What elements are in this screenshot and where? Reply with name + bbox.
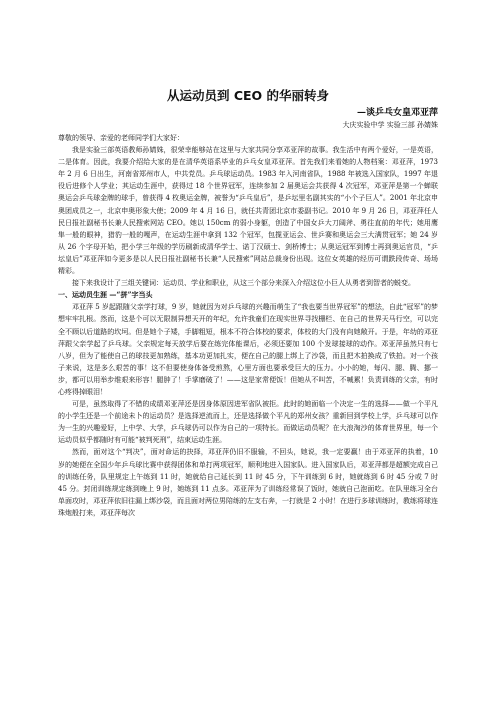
document-body: [58, 132, 438, 519]
body-paragraph: 接下来我设计了三组关键词：运动员、学业和职业，从这三个部分来深入介绍这位小巨人从勇者到智者的蜕变。: [72, 279, 415, 288]
section-heading: 一、运动员生涯 —“拼”字当头: [58, 290, 153, 300]
author-line: 大庆实验中学 实验三部 孙婧姝: [342, 121, 438, 129]
body-paragraph: 尊敬的领导、亲爱的老师同学们大家好：: [58, 134, 184, 142]
body-paragraph: 可是，虽然取得了不错的成绩邓亚萍还是因身体原因进军省队被拒。此时的她面临一个决定一生的选择——做一个平凡的小学生还是一个前途未卜的运动员？是选择逆流而上，还是选择做个平凡的郑州女孩？重新回到学校上学，乒乓球可以作为一生的兴趣爱好，上中学、大学，乒乓球仍可以作为自己的一项特长。而做运动员呢？在大浪淘沙的体育世界里，每一个运动员似乎都随时有可能“被判死刑”，结束运动生涯。: [58, 400, 438, 445]
document-subtitle: —谈乒乓女皇邓亚萍: [356, 108, 438, 118]
body-paragraph: 邓亚萍 5 岁起跟随父亲学打球，9 岁，她就因为对乒乓球的兴趣而萌生了“我也要当世界冠军”的想法，自此“冠军”的梦想牢牢扎根。然而，这是个可以无限制异想天开的年纪，允许我童们在现实世界寻找栅栏、在自己的世界天马行空，可以完全不顾以后道路的坎坷。但是她个子矮，手脚粗短，根本不符合体校的要求，体校的大门没有向她敞开。于是，年幼的邓亚萍跟父亲学起了乒乓球。父亲规定每天放学后要在练完体能课后，必须还要加 100 个发球接球的动作。邓亚萍虽然只有七八岁，但为了能使自己的球技更加熟练，基本功更加扎实，便在自己的腿上绑上了沙袋，而且把木拍换成了铁拍。对一个孩子来说，这是多么艰苦的事！这不但要使身体备受煎熬，心里方面也要承受巨大的压力。小小的她，每闪、腿、腾、挪一步，都可以用举步维艰来形容！腿肿了！手掌磨破了！——这是家常便饭！但她从不叫苦，不喊累！负责训练的父亲，有时心疼得掉眼泪！: [58, 303, 438, 396]
document-title: 从运动员到 CEO 的华丽转身: [166, 88, 330, 103]
body-paragraph: 我是实验三部英语教师孙婧姝，很荣幸能够站在这里与大家共同分享邓亚萍的故事。我生活中有两个爱好，一是英语，二是体育。因此，我要介绍给大家的是在清华英语系毕业的乒乓女皇邓亚萍。首先我们来看她的人物档案：邓亚萍，1973 年 2 月 6 日出生，河南省郑州市人，中共党员。乒乓球运动员。1983 年入河南省队，1988 年被选入国家队，1997 年退役后进修个人学业；其运动生涯中，获得过 18 个世界冠军，连续参加 2 届奥运会共获得 4 次冠军，邓亚萍是第一个蝉联奥运会乒乓球金牌的球手，曾获得 4 枚奥运金牌，被誉为“乒乓皇后”，是乒坛里名副其实的“小个子巨人”。2001 年北京申奥团成员之一，北京申奥形象大使；2009 年 4 月 16 日，就任共青团北京市委副书记。2010 年 9 月 26 日，邓亚萍任人民日报社副秘书长兼人民搜索网站 CEO。她以 150cm 的弱小身躯，创造了中国女乒大刀阔斧、勇往直前的年代；她用鹰隼一般的眼神，猎豹一般的嘎声，在运动生涯中拿到 132 个冠军，包揽亚运会、世乒赛和奥运会三大满贯冠军；她 24 岁从 26 个字母开始，把小学三年级的学历刷新成清华学士、诺丁汉硕士、剑桥博士；从奥运冠军到博士再到奥运官员，“乒坛皇后”邓亚萍如今更多是以人民日报社副秘书长兼“人民搜索”网站总裁身份出现。这位女英雄的经历可谓跌段传奇、场场精彩。: [58, 146, 438, 276]
body-paragraph: 然而，面对这个“判决”，面对命运的抉择，邓亚萍仍旧不服输，不回头，她说，我一定要赢！由于邓亚萍的执着，10 岁的她便在全国少年乒乓球比赛中获得团体和单打两项冠军，顺利地进入国家队。进入国家队后，邓亚萍都是超额完成自己的训练任务，队里规定上午练到 11 时，她就给自己延长到 11 时 45 分，下午训练到 6 时，她就练到 6 时 45 分或 7 时 45 分。封闭训练规定练到晚上 9 时，她练到 11 点多。邓亚萍为了训练经常误了饭时，她就自己泡面吃。在队里练习全台单面攻时，邓亚萍依旧往漏上绑沙袋，而且面对两位男陪练的左支右奔，一打就是 2 小时！在进行多球训练时，教练将球连珠炮般打来，邓亚萍每次: [58, 448, 438, 517]
